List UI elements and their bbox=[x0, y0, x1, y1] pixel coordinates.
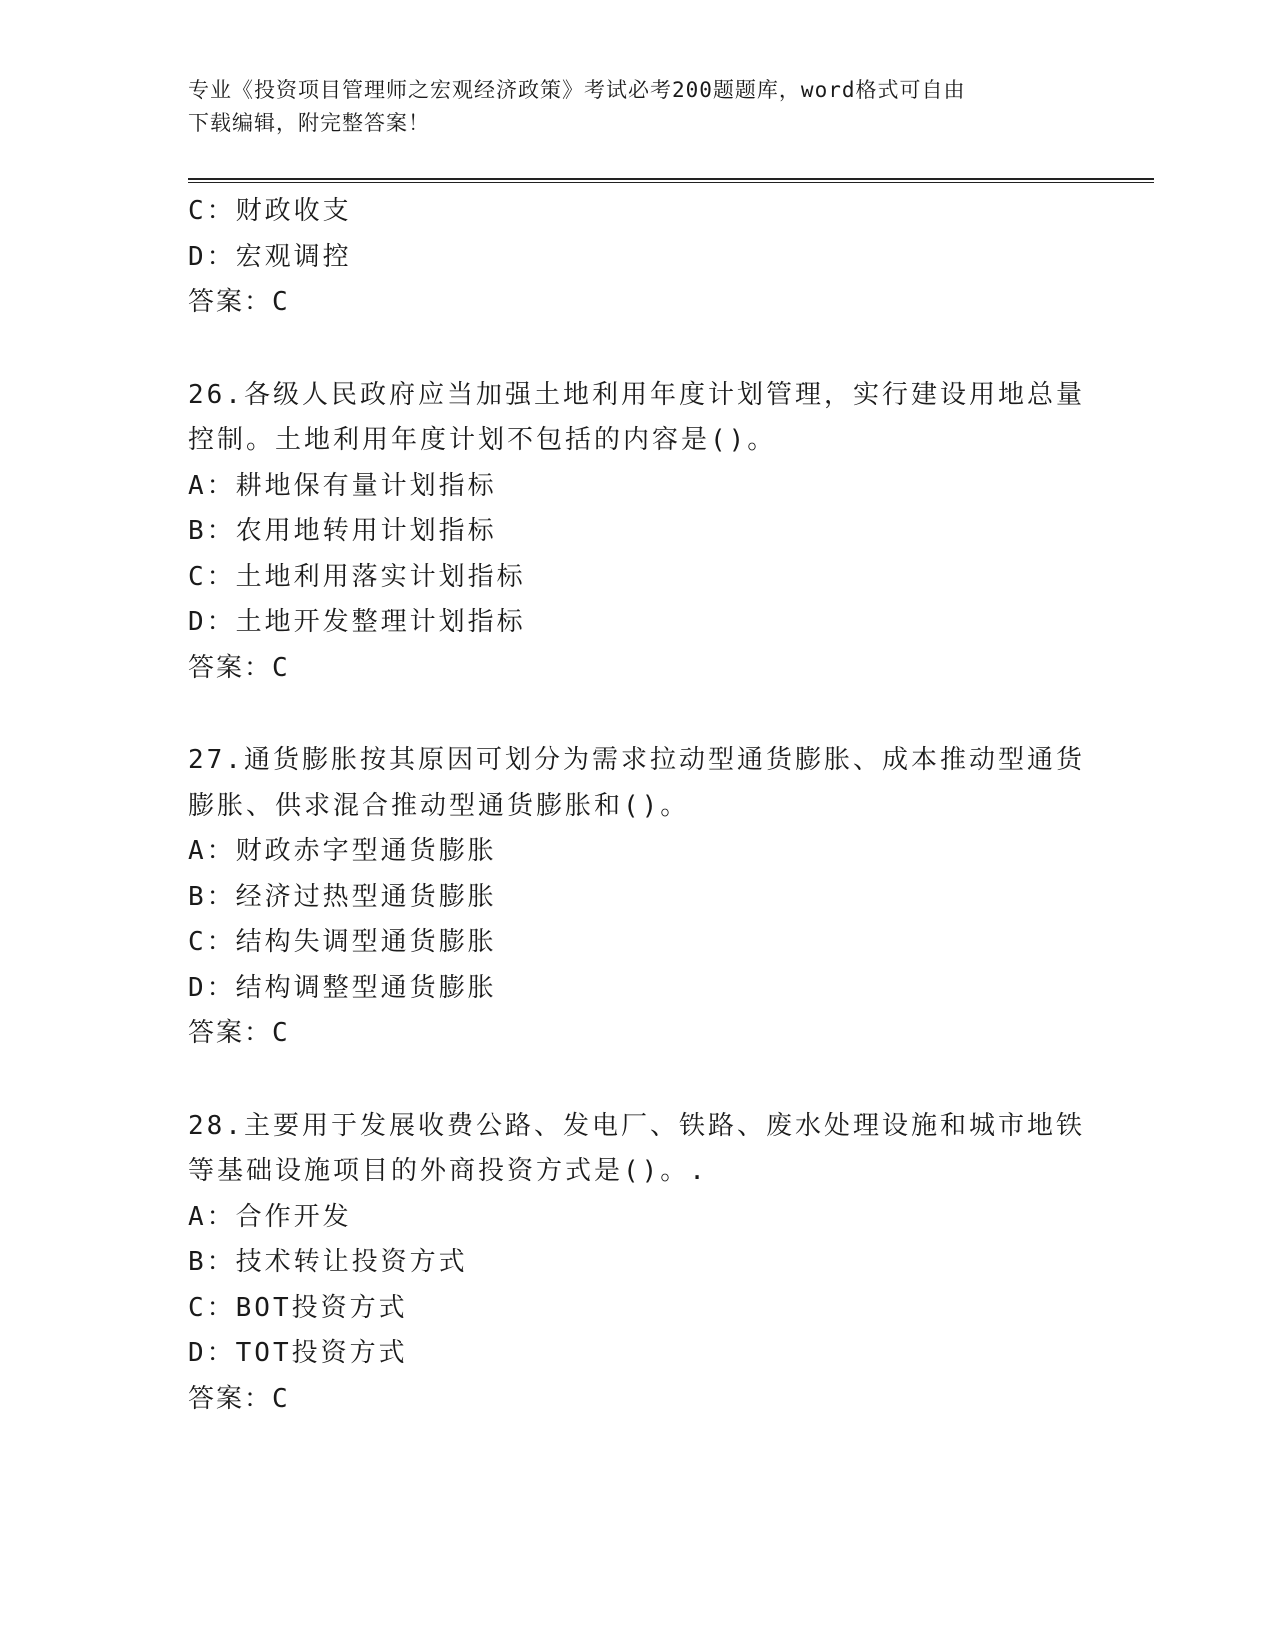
option-d: D：TOT投资方式 bbox=[188, 1338, 408, 1368]
spacer bbox=[188, 1057, 1088, 1104]
answer-line: 答案：C bbox=[188, 287, 290, 317]
question-stem-line-2: 等基础设施项目的外商投资方式是()。. bbox=[188, 1156, 708, 1186]
option-a: A：合作开发 bbox=[188, 1201, 352, 1232]
answer-line: 答案：C bbox=[188, 652, 290, 683]
option-d: D：土地开发整理计划指标 bbox=[188, 607, 526, 637]
question-stem-line-2: 控制。土地利用年度计划不包括的内容是()。 bbox=[188, 425, 777, 455]
question-28 bbox=[188, 1104, 1088, 1423]
header-line-1: 专业《投资项目管理师之宏观经济政策》考试必考200题题库，word格式可自由 bbox=[188, 78, 966, 102]
answer-line: 答案：C bbox=[188, 1383, 290, 1414]
option-c: C：土地利用落实计划指标 bbox=[188, 561, 526, 592]
question-stem-line-1: 28.主要用于发展收费公路、发电厂、铁路、废水处理设施和城市地铁 bbox=[188, 1110, 1085, 1141]
question-26 bbox=[188, 373, 1088, 692]
option-a: A：财政赤字型通货膨胀 bbox=[188, 836, 497, 866]
option-d: D：宏观调控 bbox=[188, 241, 352, 272]
document-header bbox=[188, 74, 1068, 140]
header-divider bbox=[188, 178, 1154, 183]
answer-line: 答案：C bbox=[188, 1018, 290, 1048]
spacer bbox=[188, 326, 1088, 373]
question-list bbox=[188, 189, 1088, 1422]
question-25-tail bbox=[188, 189, 1088, 326]
option-c: C：结构失调型通货膨胀 bbox=[188, 927, 497, 957]
option-c: C：财政收支 bbox=[188, 196, 352, 226]
option-a: A：耕地保有量计划指标 bbox=[188, 470, 497, 501]
option-b: B：农用地转用计划指标 bbox=[188, 516, 497, 546]
option-c: C：BOT投资方式 bbox=[188, 1292, 408, 1323]
question-stem-line-1: 26.各级人民政府应当加强土地利用年度计划管理，实行建设用地总量 bbox=[188, 379, 1085, 410]
question-27 bbox=[188, 738, 1088, 1057]
question-stem-line-2: 膨胀、供求混合推动型通货膨胀和()。 bbox=[188, 790, 690, 821]
question-stem-line-1: 27.通货膨胀按其原因可划分为需求拉动型通货膨胀、成本推动型通货 bbox=[188, 745, 1085, 775]
option-b: B：技术转让投资方式 bbox=[188, 1247, 468, 1277]
header-line-2: 下载编辑，附完整答案！ bbox=[188, 111, 430, 135]
option-d: D：结构调整型通货膨胀 bbox=[188, 972, 497, 1003]
option-b: B：经济过热型通货膨胀 bbox=[188, 881, 497, 912]
spacer bbox=[188, 691, 1088, 738]
